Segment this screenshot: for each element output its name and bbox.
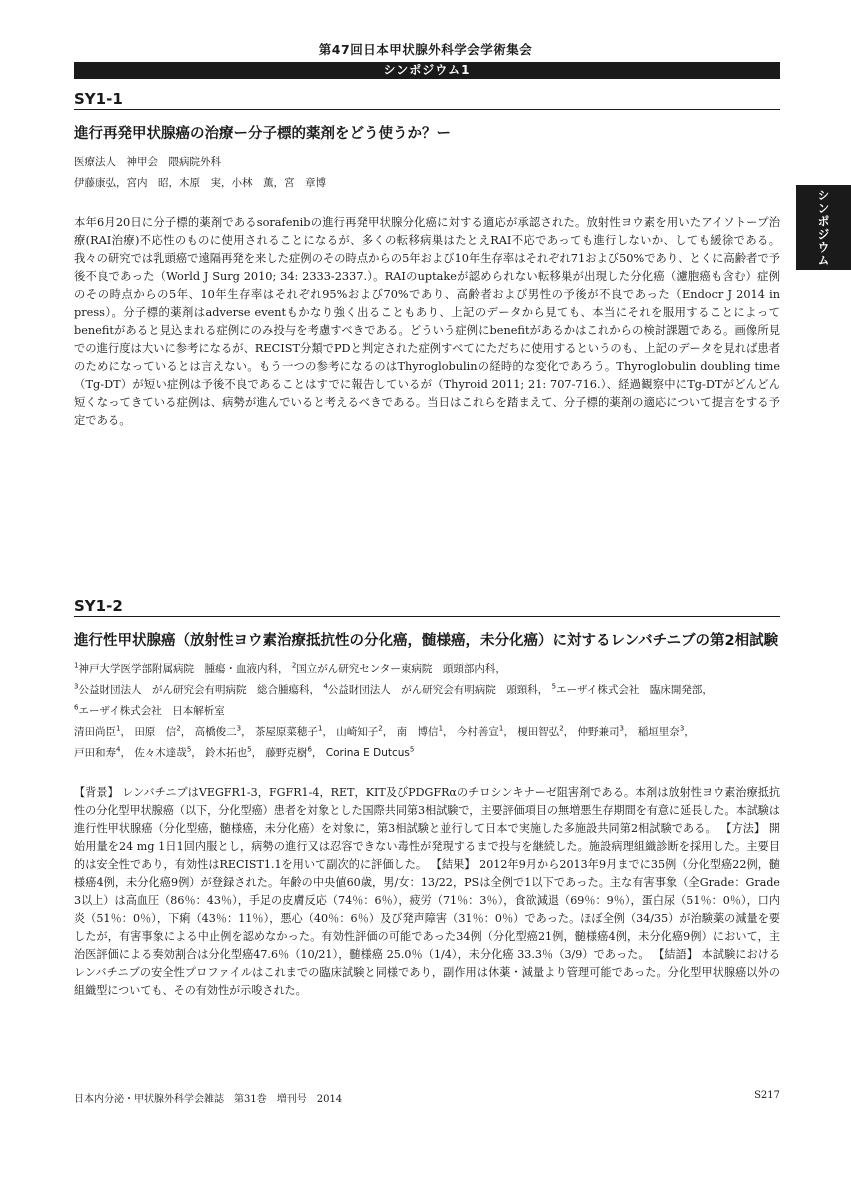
page-number: S217 <box>754 1090 780 1101</box>
author: 今村善宣$^1$， <box>456 724 514 738</box>
author: 鈴木拓也$^5$， <box>205 745 263 759</box>
section-bar: シンポジウム1 <box>74 62 780 79</box>
abstract-id: SY1-1 <box>74 90 780 110</box>
abstract-title: 進行再発甲状腺癌の治療ー分子標的薬剤をどう使うか？ー <box>74 126 451 142</box>
affiliation-item: $^5$エーザイ株式会社 臨床開発部， <box>551 682 713 696</box>
conference-header: 第47回日本甲状腺外科学会学術集会 <box>318 42 533 57</box>
affiliation-item: $^6$エーザイ株式会社 日本解析室 <box>74 703 225 717</box>
affiliation: 医療法人 神甲会 隈病院外科 <box>74 156 221 168</box>
affiliation-item: $^2$国立がん研究センター東病院 頭頸部内科， <box>291 661 506 675</box>
affiliation-item: $^1$神戸大学医学部附属病院 腫瘍・血液内科， <box>74 661 289 675</box>
author: 清田尚臣$^1$， <box>74 724 131 738</box>
author: 榎田智弘$^2$， <box>517 724 575 738</box>
affiliation-item: $^3$公益財団法人 がん研究会有明病院 総合腫瘍科， <box>74 682 320 696</box>
author: 藤野克樹$^6$， <box>265 745 323 759</box>
side-tab: シンポジウム <box>796 185 851 270</box>
abstract-sy1-1 <box>74 90 780 430</box>
journal-citation: 日本内分泌・甲状腺外科学会雑誌 第31巻 増刊号 2014 <box>74 1094 343 1105</box>
author: 田原 信$^2$， <box>134 724 192 738</box>
abstract-title: 進行性甲状腺癌（放射性ヨウ素治療抵抗性の分化癌，髄様癌，未分化癌）に対するレンバチニブの第2相試験 <box>74 633 779 649</box>
authors <box>74 722 780 764</box>
abstract-sy1-2 <box>74 597 780 1000</box>
author: 稲垣里奈$^3$， <box>637 724 695 738</box>
abstract-body: 【背景】 レンバチニブはVEGFR1-3，FGFR1-4，RET，KIT及びPDGFRαのチロシンキナーゼ阻害剤である。本剤は放射性ヨウ素治療抵抗性の分化型甲状腺癌（以下，分化型癌）患者を対象とした国際共同第3相試験で，主要評価項目の無増悪生存期間を有意に延長した。本試験は進行性甲状腺癌（分化型癌，髄様癌，未分化癌）を対象に，第3相試験と並行して日本で実施した多施設共同第2相試験である。 【方法】 開始用量を24 mg 1日1回内服とし，病勢の進行又は忍容できない毒性が発現するまで投与を継続した。施設病理組織診断を採用した。主要目的は安全性であり，有効性はRECIST1.1を用いて副次的に評価した。 【結果】 2012年9月から2013年9月までに35例（分化型癌22例，髄様癌4例，未分化癌9例）が登録された。年齢の中央値60歳，男/女：13/22，PSは全例で1以下であった。主な有害事象（全Grade：Grade 3以上）は高血圧（86％：43％），手足の皮膚反応（74％：6％），疲労（71％：3％），食欲減退（69％：9％），蛋白尿（51％：0％），口内炎（51％：0％），下痢（43％：11％），悪心（40％：6％）及び発声障害（31％：0％）であった。ほぼ全例（34/35）が治験薬の減量を要したが，有害事象による中止例を認めなかった。有効性評価の可能であった34例（分化型癌21例，髄様癌4例，未分化癌9例）において，主治医評価による奏効割合は分化型癌47.6％（10/21），髄様癌 25.0％（1/4），未分化癌 33.3％（3/9）であった。 【結語】 本試験におけるレンバチニブの安全性プロファイルはこれまでの臨床試験と同様であり，副作用は休薬・減量より管理可能であった。分化型甲状腺癌以外の組織型についても、その有効性が示唆された。 <box>74 786 780 997</box>
author: 南 博信$^1$， <box>396 724 454 738</box>
authors: 伊藤康弘，宮内 昭，木原 実，小林 薫，宮 章博 <box>74 177 326 189</box>
author: 山崎知子$^2$， <box>336 724 394 738</box>
abstract-id: SY1-2 <box>74 597 780 617</box>
author: 高橋俊二$^3$， <box>194 724 252 738</box>
page-footer <box>74 1090 780 1105</box>
author: 佐々木達哉$^5$， <box>134 745 202 759</box>
author: 茶屋原菜穂子$^1$， <box>254 724 333 738</box>
affiliations <box>74 659 780 722</box>
affiliation-item: $^4$公益財団法人 がん研究会有明病院 頭頸科， <box>323 682 549 696</box>
author: Corina E Dutcus$^5$ <box>325 745 415 759</box>
author: 仲野兼司$^3$， <box>577 724 635 738</box>
author: 戸田和寿$^4$， <box>74 745 131 759</box>
abstract-body: 本年6月20日に分子標的薬剤であるsorafenibの進行再発甲状腺分化癌に対する適応が承認された。放射性ヨウ素を用いたアイソトープ治療(RAI治療)不応性のものに使用されることになるが、多くの転移病巣はたとえRAI不応であっても進行しないか、しても緩徐である。我々の研究では乳頭癌で遠隔再発を来した症例のその時点からの5年および10年生存率はそれぞれ71および50%であり、とくに高齢者で予後不良であった（World J Surg 2010; 34: 2333-2337.）。RAIのuptakeが認められない転移巣が出現した分化癌（濾胞癌も含む）症例のその時点からの5年、10年生存率はそれぞれ95%および70%であり、高齢者および男性の予後が不良であった（Endocr J 2014 in press）。分子標的薬剤はadverse eventもかなり強く出ることもあり、上記のデータから見ても、本当にそれを服用することによってbenefitがあると見込まれる症例にのみ投与を考慮すべきである。どういう症例にbenefitがあるかはこれからの検討課題である。画像所見での進行度は大いに参考になるが、RECIST分類でPDと判定された症例すべてにただちに使用するというのも、上記のデータを見れば患者のためになっているとは言えない。もう一つの参考になるのはThyroglobulinの経時的な変化であろう。Thyroglobulin doubling time（Tg-DT）が短い症例は予後不良であることはすでに報告しているが（Thyroid 2011; 21: 707-716.）、経過観察中にTg-DTがどんどん短くなってきている症例は、病勢が進んでいると考えるべきである。当日はこれらを踏まえて、分子標的薬剤の適応について提言をする予定である。 <box>74 216 780 427</box>
